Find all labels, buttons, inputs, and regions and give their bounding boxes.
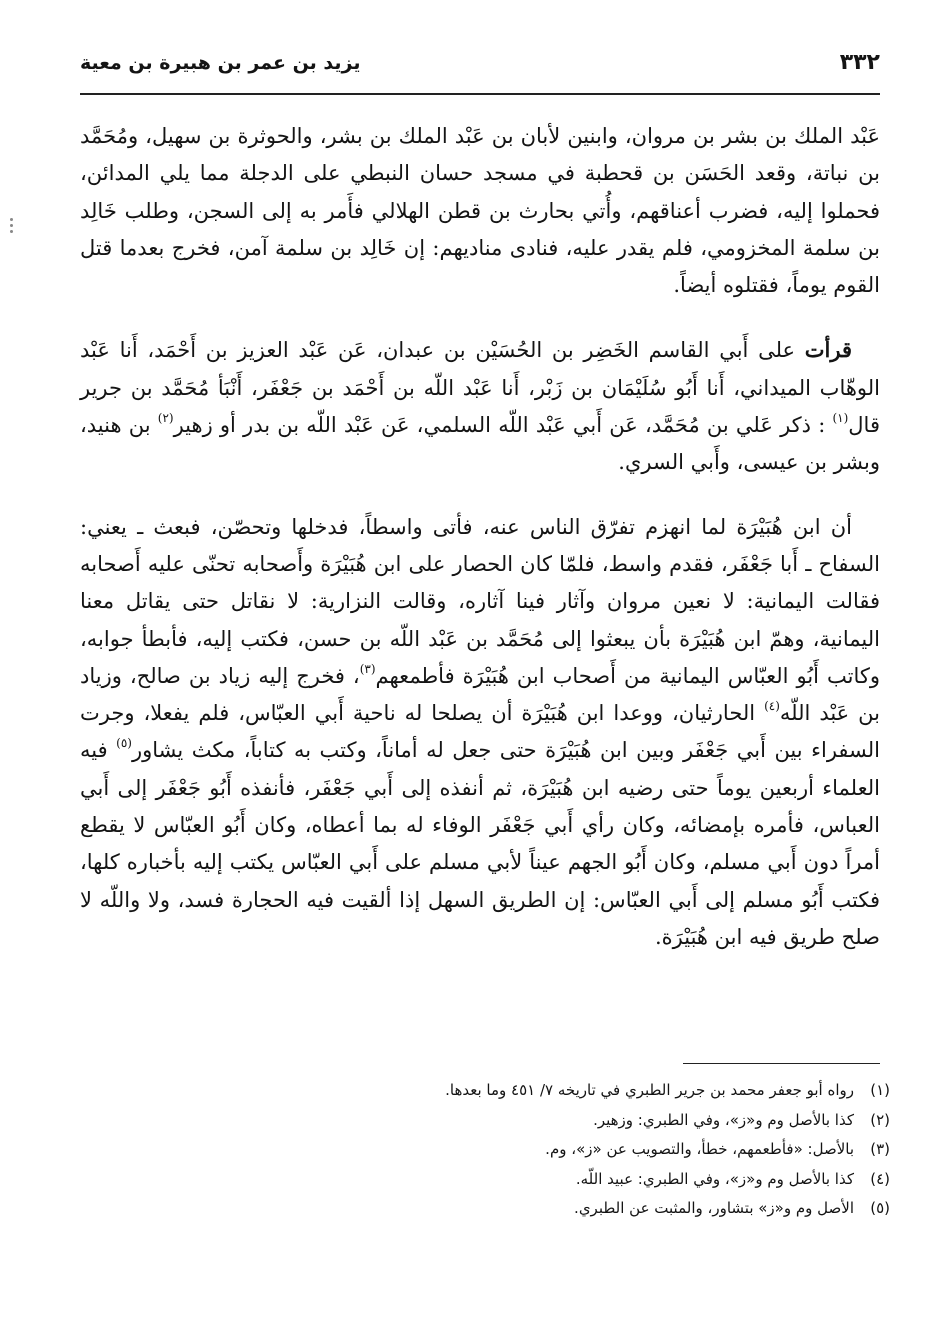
footnote-ref-4[interactable]: (٤) — [764, 699, 780, 714]
footnote-number: (٣) — [870, 1140, 890, 1159]
paragraph-text: أن ابن هُبَيْرَة لما انهزم تفرّق الناس عنه، فأتى واسطاً، فدخلها وتحصّن، فبعث ـ يعني: السفاح ـ أَبا جَعْفَر، فقدم واسط، فلمّا كان الحصار على ابن هُبَيْرَة وأَصحابه تحنّى عليه أَصحابه فقالت اليمانية: لا نعين مروان وآثار فينا آثاره، وقالت النزارية: لا نقاتل حتى يقاتل معنا اليمانية، وهمّ ابن هُبَيْرَة بأن يبعثوا إلى مُحَمَّد بن عَبْد اللّه بن حسن، فكتب إليه، فأبطأ جوابه، وكاتب أَبُو العبّاس اليمانية من أَصحاب ابن هُبَيْرَة فأطمعهم — [80, 514, 880, 688]
footnote-ref-1[interactable]: (١) — [832, 411, 849, 426]
paragraph-text: على أَبي القاسم الخَضِر بن الحُسَيْن بن عبدان، عَن عَبْد العزيز بن أَحْمَد، أَنا عَبْد الوهّاب الميداني، أَنا أَبُو سُلَيْمَان بن زَبْر، أَنا عَبْد اللّه بن أَحْمَد بن جَعْفَر، أَنْبَأ مُحَمَّد بن جرير قال — [80, 338, 880, 438]
main-text — [80, 118, 880, 956]
footnote-text: كذا بالأصل وم و«ز»، وفي الطبري: وزهير. — [593, 1110, 854, 1129]
footnote-text: الأصل وم و«ز» بتشاور، والمثبت عن الطبري. — [574, 1199, 854, 1218]
footnote-3 — [80, 1135, 890, 1165]
footnote-1 — [80, 1076, 890, 1106]
paragraph-lead-word: قرأت — [804, 337, 852, 363]
paragraph-text: : ذكر عَلي بن مُحَمَّد، عَن أَبي عَبْد اللّه السلمي، عَن عَبْد اللّه بن بدر أو زهير — [173, 413, 833, 438]
paragraph-3 — [80, 509, 880, 957]
paragraph-1 — [80, 118, 880, 304]
running-header — [80, 50, 880, 94]
paragraph-text: عَبْد الملك بن بشر بن مروان، وابنين لأبان بن عَبْد الملك بن بشر، والحوثرة بن سهيل، ومُحَمَّد بن نباتة، وقعد الحَسَن بن قحطبة في مسجد حسان النبطي على الدجلة مما يلي المدائن، فحملوا إليه، فضرب أعناقهم، وأُتي بحارث بن قطن الهلالي فأَمر به إلى السجن، وطلب خَالِد بن سلمة المخزومي، فلم يقدر عليه، فنادى مناديهم: إن خَالِد بن سلمة آمن، فخرج بعدما قتل القوم يوماً، فقتلوه أيضاً. — [80, 124, 880, 298]
footnote-4 — [80, 1165, 890, 1195]
paragraph-text: فيه العلماء أربعين يوماً حتى رضيه ابن هُبَيْرَة، ثم أنفذه إلى أَبي جَعْفَر، فأنفذه أَبُو جَعْفَر إلى أَبي العباس، فأمره بإمضائه، وكان رأي أَبي جَعْفَر الوفاء له بما أعطاه، وكان أَبُو العبّاس لا يقطع أمراً دون أَبي مسلم، وكان أَبُو الجهم عيناً لأبي مسلم على أَبي العبّاس يكتب إليه بأخباره كلها، فكتب أَبُو مسلم إلى أَبي العبّاس: إن الطريق السهل إذا ألقيت فيه الحجارة فسد، ولا واللّه لا صلح طريق فيه ابن هُبَيْرَة. — [80, 738, 880, 949]
paragraph-text: بن هنيد، وبشر بن عيسى، وأَبي السري. — [80, 413, 880, 475]
paragraph-text: الحارثيان، ووعدا ابن هُبَيْرَة أن يصلحا له ناحية أَبي العبّاس، فلم يفعلا، وجرت السفراء بين أَبي جَعْفَر وبين ابن هُبَيْرَة حتى جعل له أماناً، وكتب به كتاباً، مكث يشاور — [80, 701, 880, 763]
footnote-text: رواه أبو جعفر محمد بن جرير الطبري في تاريخه ٧/ ٤٥١ وما بعدها. — [445, 1081, 854, 1099]
footnote-number: (٥) — [870, 1199, 890, 1218]
margin-mark — [6, 215, 16, 245]
running-title: يزيد بن عمر بن هبيرة بن معية — [80, 52, 361, 74]
footnote-ref-5[interactable]: (٥) — [116, 736, 132, 751]
paragraph-2 — [80, 331, 880, 481]
paragraph-text: ، فخرج إليه زياد بن صالح، وزياد بن عَبْد اللّه — [80, 663, 881, 726]
page-number: ٣٣٢ — [839, 50, 880, 75]
footnote-5 — [80, 1194, 890, 1224]
footnote-number: (٤) — [870, 1169, 890, 1188]
footnote-divider — [683, 1063, 880, 1064]
footnote-text: كذا بالأصل وم و«ز»، وفي الطبري: عبيد اللّه. — [575, 1169, 854, 1188]
footnote-number: (١) — [870, 1081, 890, 1099]
footnote-ref-3[interactable]: (٣) — [359, 661, 376, 676]
footnote-2 — [80, 1106, 890, 1136]
footnote-text: بالأصل: «فأطعمهم، خطأ، والتصويب عن «ز»، وم. — [545, 1140, 854, 1159]
footnote-ref-2[interactable]: (٢) — [157, 411, 174, 426]
header-divider — [80, 93, 880, 95]
footnotes — [80, 1076, 890, 1224]
footnote-number: (٢) — [870, 1110, 890, 1129]
